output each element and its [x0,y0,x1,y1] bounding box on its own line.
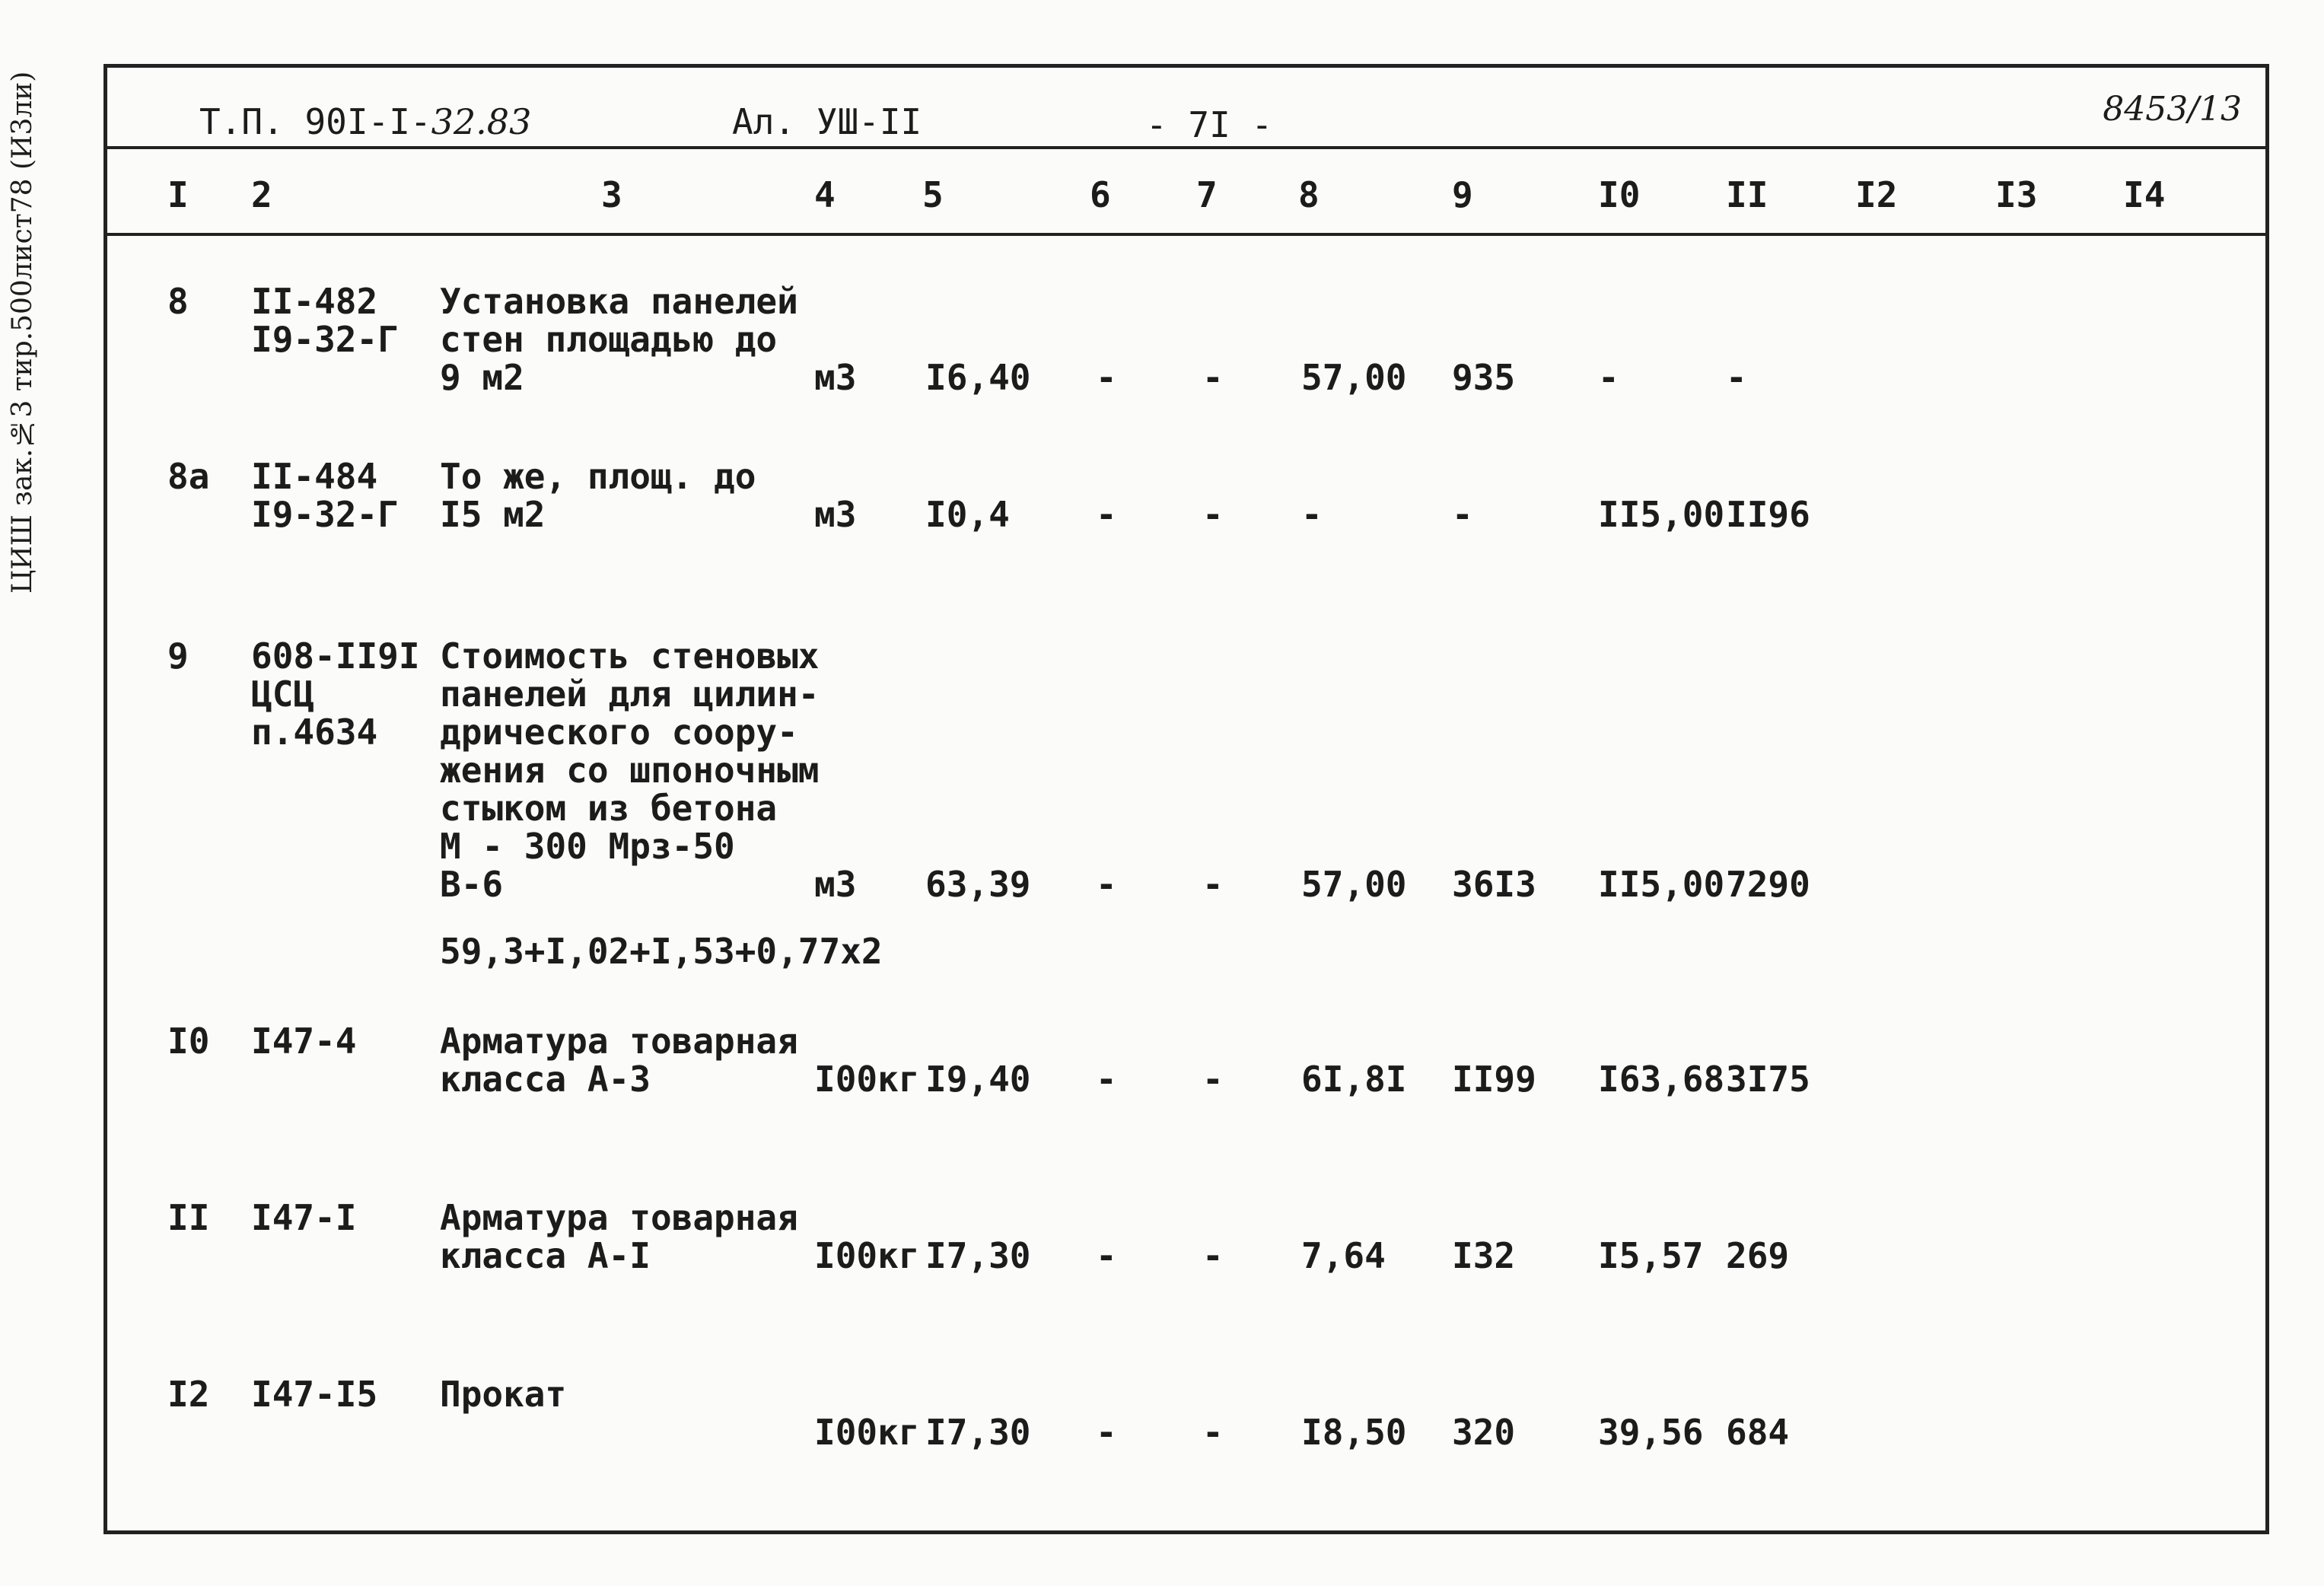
row-col7: - [1202,864,1224,905]
row-col8: I8,50 [1301,1412,1407,1453]
column-header-7: 7 [1196,174,1218,215]
row-col8: 6I,8I [1301,1059,1407,1100]
row-unit: I00кг [814,1412,920,1453]
row-col11: 3I75 [1726,1059,1810,1100]
row-unit: м3 [814,494,857,535]
row-quantity: I7,30 [925,1235,1031,1276]
header-divider [103,146,2269,149]
row-code: I47-4 [251,1021,357,1062]
row-code: 608-II9I [251,635,420,677]
row-col6: - [1096,1235,1117,1276]
column-header-12: I2 [1855,174,1898,215]
row-col7: - [1202,1059,1224,1100]
project-handwritten: 32.83 [431,101,532,142]
row-number: 8а [167,456,210,497]
column-header-9: 9 [1452,174,1473,215]
row-col6: - [1096,494,1117,535]
page-number: - 7I - [1146,104,1273,145]
row-col6: - [1096,864,1117,905]
project-prefix: Т.П. 90I-I- [199,101,431,142]
row-formula: 59,3+I,02+I,53+0,77x2 [440,931,883,972]
row-col11: II96 [1726,494,1810,535]
column-header-10: I0 [1598,174,1641,215]
row-description: Арматура товарная [440,1021,798,1062]
row-description: Установка панелей [440,281,798,322]
row-col9: II99 [1452,1059,1536,1100]
column-header-5: 5 [922,174,944,215]
margin-note: ЦИШ зак.№3 тир.500лист78 (И3ли) [7,71,38,594]
row-unit: м3 [814,357,857,398]
row-col9: I32 [1452,1235,1516,1276]
row-code: п.4634 [251,712,378,753]
row-quantity: I9,40 [925,1059,1031,1100]
row-quantity: I7,30 [925,1412,1031,1453]
row-col9: 320 [1452,1412,1516,1453]
row-col7: - [1202,494,1224,535]
row-description: класса А-I [440,1235,651,1276]
table-frame [103,64,2269,1534]
row-code: I47-I [251,1197,357,1238]
row-col10: I5,57 [1598,1235,1704,1276]
row-quantity: I6,40 [925,357,1031,398]
row-description: В-6 [440,864,504,905]
row-col7: - [1202,1235,1224,1276]
row-description: жения со шпоночным [440,750,820,791]
row-col10: I63,68 [1598,1059,1725,1100]
row-col11: 269 [1726,1235,1790,1276]
row-col10: 39,56 [1598,1412,1704,1453]
row-description: дрического соору- [440,712,798,753]
row-col10: II5,00 [1598,494,1725,535]
row-col11: 684 [1726,1412,1790,1453]
row-col8: 57,00 [1301,864,1407,905]
row-col8: 7,64 [1301,1235,1386,1276]
row-col6: - [1096,1059,1117,1100]
row-col6: - [1096,1412,1117,1453]
document-number: 8453/13 [2103,90,2242,129]
row-description: То же, площ. до [440,456,756,497]
row-number: I2 [167,1374,210,1415]
row-code: ЦСЦ [251,674,315,715]
column-header-2: 2 [251,174,272,215]
row-description: Стоимость стеновых [440,635,820,677]
row-description: Прокат [440,1374,567,1415]
row-col8: - [1301,494,1323,535]
row-col7: - [1202,357,1224,398]
column-header-11: II [1726,174,1768,215]
row-col11: - [1726,357,1747,398]
column-header-1: I [167,174,189,215]
row-code: II-482 [251,281,378,322]
project-code [199,101,532,142]
row-col9: 935 [1452,357,1516,398]
row-description: стен площадью до [440,319,778,360]
row-code: I9-32-Г [251,319,399,360]
row-code: I47-I5 [251,1374,378,1415]
column-header-14: I4 [2123,174,2166,215]
row-description: стыком из бетона [440,788,778,829]
row-number: 8 [167,281,189,322]
row-description: I5 м2 [440,494,546,535]
row-col8: 57,00 [1301,357,1407,398]
row-description: Арматура товарная [440,1197,798,1238]
row-code: II-484 [251,456,378,497]
column-header-3: 3 [601,174,622,215]
column-header-6: 6 [1090,174,1111,215]
row-col10: - [1598,357,1619,398]
row-col6: - [1096,357,1117,398]
row-description: панелей для цилин- [440,674,820,715]
row-quantity: I0,4 [925,494,1010,535]
column-header-4: 4 [814,174,836,215]
column-header-13: I3 [1995,174,2038,215]
row-code: I9-32-Г [251,494,399,535]
column-header-8: 8 [1298,174,1320,215]
row-number: I0 [167,1021,210,1062]
row-col9: 36I3 [1452,864,1536,905]
row-number: II [167,1197,210,1238]
column-header-divider [103,233,2269,236]
row-col11: 7290 [1726,864,1810,905]
row-number: 9 [167,635,189,677]
row-description: класса А-3 [440,1059,651,1100]
row-col7: - [1202,1412,1224,1453]
row-unit: м3 [814,864,857,905]
row-quantity: 63,39 [925,864,1031,905]
row-unit: I00кг [814,1235,920,1276]
row-unit: I00кг [814,1059,920,1100]
row-description: М - 300 Мрз-50 [440,826,735,867]
row-col10: II5,00 [1598,864,1725,905]
album-label: Ал. УШ-II [732,101,922,142]
row-description: 9 м2 [440,357,524,398]
row-col9: - [1452,494,1473,535]
